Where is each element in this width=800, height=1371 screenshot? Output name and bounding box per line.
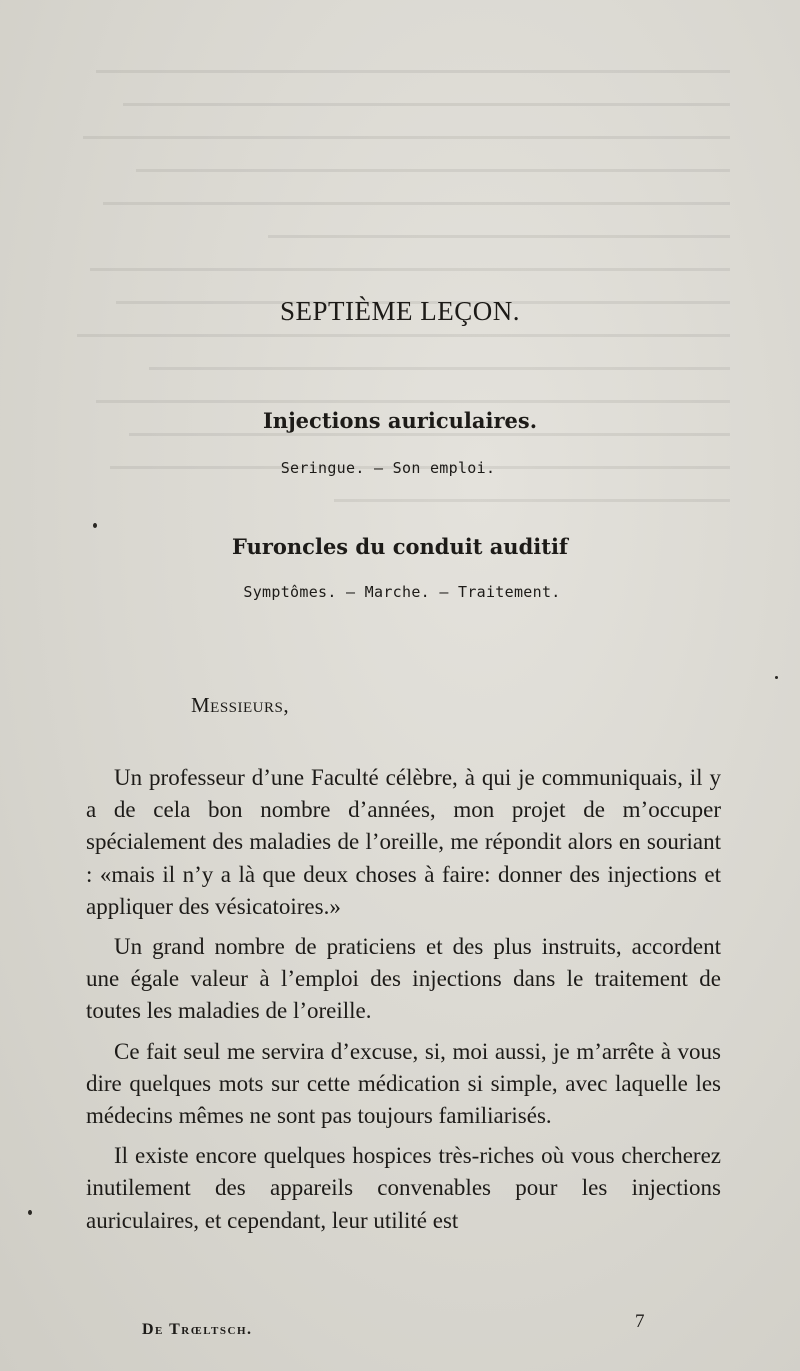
ink-speck xyxy=(28,1210,32,1215)
page-number: 7 xyxy=(635,1311,645,1332)
paragraph: Un grand nombre de praticiens et des plus instruits, accordent une égale valeur à l’emploi des injections dans le traitement de toutes les maladies de l’oreille. xyxy=(86,934,721,1024)
section-heading-furoncles: Furoncles du conduit auditif xyxy=(232,534,568,559)
body-text xyxy=(86,762,721,1245)
ink-speck xyxy=(775,676,778,679)
salutation: Messieurs, xyxy=(191,693,290,717)
section-subheading-furoncles: Symptômes. — Marche. — Traitement. xyxy=(243,583,561,601)
footer-author: De Trœltsch. xyxy=(142,1321,253,1338)
paragraph: Ce fait seul me servira d’excuse, si, moi aussi, je m’arrête à vous dire quelques mots sur cette médication si simple, avec laquelle les médecins mêmes ne sont pas toujours familiarisés. xyxy=(86,1038,721,1129)
chapter-title: SEPTIÈME LEÇON. xyxy=(280,296,520,326)
section-heading-injections: Injections auriculaires. xyxy=(262,408,537,433)
paragraph: Il existe encore quelques hospices très-riches où vous chercherez inutilement des appareils convenables pour les injections auriculaires, et cependant, leur utilité est xyxy=(86,1143,721,1233)
section-subheading-injections: Seringue. — Son emploi. xyxy=(280,459,496,477)
paragraph: Un professeur d’une Faculté célèbre, à qui je communiquais, il y a de cela bon nombre d’années, mon projet de m’occuper spécialement des maladies de l’oreille, me répondit alors en souriant : «mais il n’y a là que deux choses à faire: donner des injections et appliquer des vésicatoires.» xyxy=(86,765,721,919)
bleed-through-shadow xyxy=(70,70,730,590)
ink-speck xyxy=(93,523,97,528)
